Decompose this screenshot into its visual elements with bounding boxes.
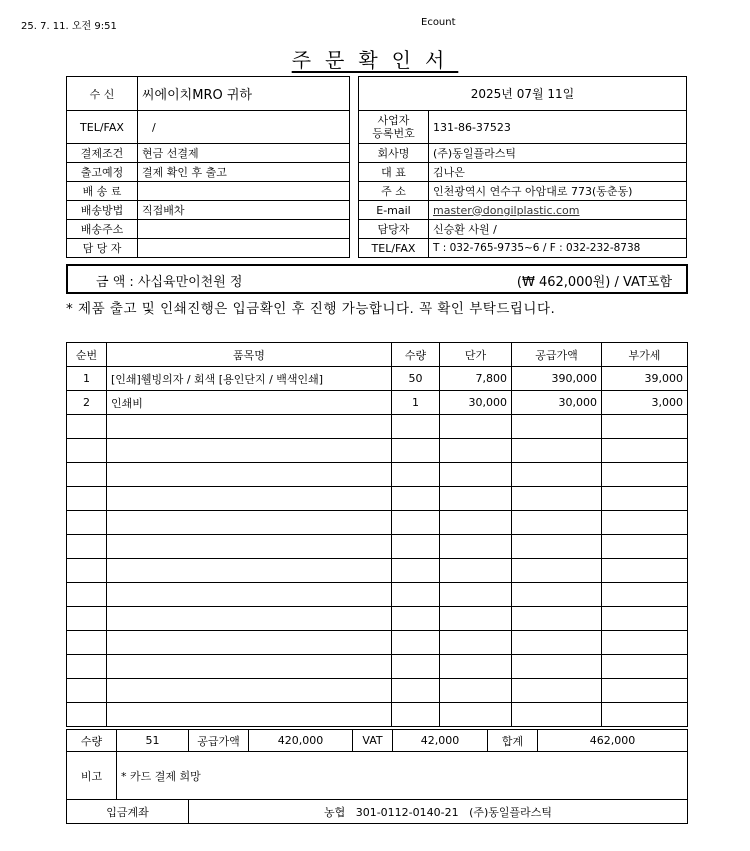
- empty-cell: [512, 415, 602, 439]
- ship-fee-label: 배 송 료: [67, 182, 138, 201]
- empty-cell: [392, 679, 440, 703]
- empty-cell: [67, 439, 107, 463]
- empty-cell: [440, 679, 512, 703]
- col-header-price: 단가: [440, 343, 512, 367]
- empty-cell: [392, 631, 440, 655]
- empty-cell: [512, 703, 602, 727]
- tel-value: /: [138, 111, 350, 144]
- empty-cell: [602, 679, 688, 703]
- empty-cell: [440, 535, 512, 559]
- empty-row: [67, 463, 688, 487]
- empty-cell: [107, 559, 392, 583]
- to-value: 씨에이치MRO 귀하: [138, 77, 350, 111]
- empty-row: [67, 607, 688, 631]
- empty-cell: [440, 607, 512, 631]
- empty-row: [67, 583, 688, 607]
- empty-cell: [512, 487, 602, 511]
- empty-cell: [392, 511, 440, 535]
- row-no: 1: [67, 367, 107, 391]
- empty-cell: [67, 535, 107, 559]
- total-vat-label: VAT: [353, 730, 393, 752]
- table-row: [67, 367, 688, 391]
- empty-cell: [512, 463, 602, 487]
- empty-cell: [107, 607, 392, 631]
- empty-cell: [67, 463, 107, 487]
- payment-value: 현금 선결제: [138, 144, 350, 163]
- empty-cell: [602, 511, 688, 535]
- print-datetime: 25. 7. 11. 오전 9:51: [21, 21, 117, 32]
- address-value: 인천광역시 연수구 아암대로 773(동춘동): [429, 182, 687, 201]
- row-name: [인쇄]웰빙의자 / 회색 [용인단지 / 백색인쇄]: [107, 367, 392, 391]
- total-vat: 42,000: [393, 730, 488, 752]
- empty-cell: [67, 487, 107, 511]
- row-no: 2: [67, 391, 107, 415]
- col-header-name: 품목명: [107, 343, 392, 367]
- payment-label: 결제조건: [67, 144, 138, 163]
- empty-cell: [602, 439, 688, 463]
- row-vat: 3,000: [602, 391, 688, 415]
- empty-cell: [107, 679, 392, 703]
- row-price: 7,800: [440, 367, 512, 391]
- empty-cell: [67, 511, 107, 535]
- email-link[interactable]: master@dongilplastic.com: [429, 201, 687, 220]
- recipient-table: [66, 76, 350, 258]
- row-qty: 1: [392, 391, 440, 415]
- total-supply-label: 공급가액: [189, 730, 249, 752]
- empty-row: [67, 559, 688, 583]
- ship-addr-label: 배송주소: [67, 220, 138, 239]
- contact-label: 담당자: [359, 220, 429, 239]
- empty-cell: [392, 559, 440, 583]
- empty-cell: [512, 607, 602, 631]
- deposit-text: 농협 301-0112-0140-21 (주)동일플라스틱: [189, 800, 688, 824]
- notice-text: * 제품 출고 및 인쇄진행은 입금확인 후 진행 가능합니다. 꼭 확인 부탁드립니다.: [66, 301, 556, 317]
- ship-fee-value: [138, 182, 350, 201]
- company-label: 회사명: [359, 144, 429, 163]
- empty-cell: [107, 655, 392, 679]
- row-supply: 390,000: [512, 367, 602, 391]
- amount-text: 금 액 : 사십육만이천원 정: [96, 275, 243, 290]
- empty-cell: [602, 655, 688, 679]
- empty-cell: [67, 631, 107, 655]
- tel-label: TEL/FAX: [67, 111, 138, 144]
- empty-cell: [107, 631, 392, 655]
- col-header-no: 순번: [67, 343, 107, 367]
- to-label: 수 신: [67, 77, 138, 111]
- table-row: [67, 391, 688, 415]
- empty-cell: [67, 607, 107, 631]
- bizno-label: 사업자 등록번호: [359, 111, 429, 144]
- bizno-value: 131-86-37523: [429, 111, 687, 144]
- empty-cell: [392, 463, 440, 487]
- empty-cell: [512, 535, 602, 559]
- col-header-supply: 공급가액: [512, 343, 602, 367]
- empty-cell: [392, 583, 440, 607]
- row-qty: 50: [392, 367, 440, 391]
- contact-value: 신승환 사원 /: [429, 220, 687, 239]
- total-supply: 420,000: [249, 730, 353, 752]
- telfax-value: T : 032-765-9735~6 / F : 032-232-8738: [429, 239, 687, 258]
- empty-cell: [440, 655, 512, 679]
- company-value: (주)동일플라스틱: [429, 144, 687, 163]
- empty-cell: [107, 511, 392, 535]
- row-vat: 39,000: [602, 367, 688, 391]
- empty-cell: [392, 415, 440, 439]
- col-header-vat: 부가세: [602, 343, 688, 367]
- empty-cell: [602, 631, 688, 655]
- empty-row: [67, 487, 688, 511]
- empty-cell: [602, 559, 688, 583]
- empty-cell: [392, 655, 440, 679]
- remarks-label: 비고: [67, 752, 117, 800]
- empty-row: [67, 655, 688, 679]
- items-table: [66, 342, 688, 727]
- telfax-label: TEL/FAX: [359, 239, 429, 258]
- empty-row: [67, 535, 688, 559]
- email-label: E-mail: [359, 201, 429, 220]
- empty-cell: [602, 703, 688, 727]
- empty-cell: [392, 535, 440, 559]
- empty-row: [67, 703, 688, 727]
- empty-cell: [512, 439, 602, 463]
- ship-plan-value: 결제 확인 후 출고: [138, 163, 350, 182]
- col-header-qty: 수량: [392, 343, 440, 367]
- page-title: 주문확인서: [291, 48, 459, 72]
- empty-cell: [602, 463, 688, 487]
- empty-cell: [107, 439, 392, 463]
- ship-addr-value: [138, 220, 350, 239]
- empty-row: [67, 511, 688, 535]
- empty-cell: [67, 559, 107, 583]
- deposit-label: 입금계좌: [67, 800, 189, 824]
- ship-method-label: 배송방법: [67, 201, 138, 220]
- row-supply: 30,000: [512, 391, 602, 415]
- empty-cell: [602, 583, 688, 607]
- empty-cell: [67, 415, 107, 439]
- remarks-text: * 카드 결제 희망: [117, 752, 688, 800]
- empty-cell: [512, 559, 602, 583]
- empty-cell: [440, 511, 512, 535]
- empty-row: [67, 415, 688, 439]
- ceo-value: 김나은: [429, 163, 687, 182]
- ship-method-value: 직접배차: [138, 201, 350, 220]
- empty-cell: [107, 703, 392, 727]
- empty-cell: [512, 511, 602, 535]
- empty-row: [67, 631, 688, 655]
- empty-cell: [67, 583, 107, 607]
- empty-cell: [440, 463, 512, 487]
- amount-value: (₩ 462,000원) / VAT포함: [516, 275, 672, 290]
- totals-table: [66, 729, 688, 824]
- address-label: 주 소: [359, 182, 429, 201]
- ship-plan-label: 출고예정: [67, 163, 138, 182]
- empty-cell: [512, 583, 602, 607]
- empty-cell: [440, 559, 512, 583]
- row-name: 인쇄비: [107, 391, 392, 415]
- empty-cell: [107, 415, 392, 439]
- empty-cell: [392, 703, 440, 727]
- empty-cell: [67, 679, 107, 703]
- total-sum-label: 합계: [488, 730, 538, 752]
- empty-cell: [67, 703, 107, 727]
- app-name: Ecount: [421, 17, 456, 28]
- empty-cell: [392, 607, 440, 631]
- empty-cell: [107, 535, 392, 559]
- total-qty: 51: [117, 730, 189, 752]
- amount-box: [66, 264, 688, 294]
- total-sum: 462,000: [538, 730, 688, 752]
- manager-label: 담 당 자: [67, 239, 138, 258]
- total-qty-label: 수량: [67, 730, 117, 752]
- empty-cell: [512, 655, 602, 679]
- empty-row: [67, 439, 688, 463]
- empty-cell: [512, 679, 602, 703]
- row-price: 30,000: [440, 391, 512, 415]
- empty-cell: [602, 607, 688, 631]
- empty-cell: [602, 535, 688, 559]
- empty-cell: [107, 583, 392, 607]
- supplier-table: [358, 76, 687, 258]
- ceo-label: 대 표: [359, 163, 429, 182]
- empty-cell: [107, 487, 392, 511]
- empty-row: [67, 679, 688, 703]
- empty-cell: [512, 631, 602, 655]
- empty-cell: [602, 487, 688, 511]
- empty-cell: [440, 631, 512, 655]
- manager-value: [138, 239, 350, 258]
- empty-cell: [440, 583, 512, 607]
- empty-cell: [602, 415, 688, 439]
- order-date: 2025년 07월 11일: [359, 77, 687, 111]
- empty-cell: [392, 487, 440, 511]
- empty-cell: [67, 655, 107, 679]
- empty-cell: [107, 463, 392, 487]
- empty-cell: [440, 415, 512, 439]
- empty-cell: [440, 439, 512, 463]
- empty-cell: [392, 439, 440, 463]
- empty-cell: [440, 487, 512, 511]
- empty-cell: [440, 703, 512, 727]
